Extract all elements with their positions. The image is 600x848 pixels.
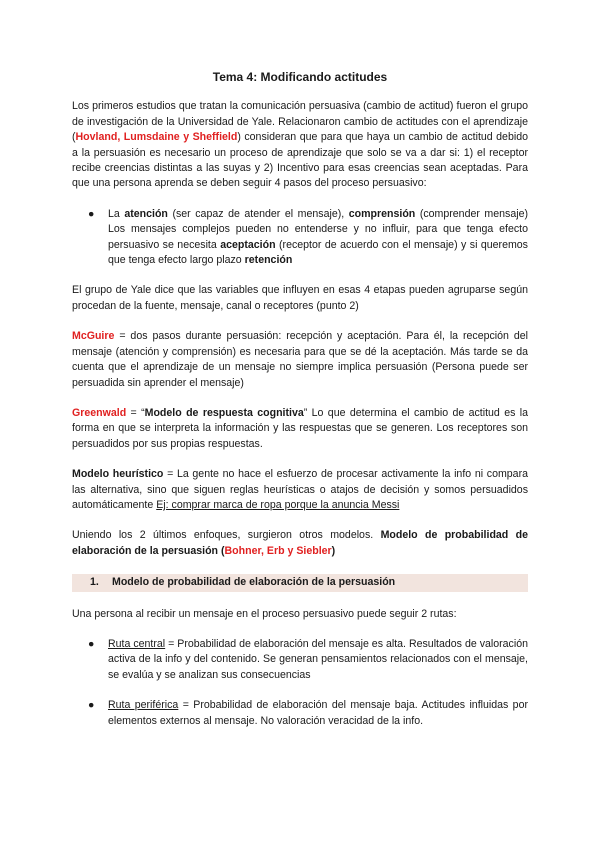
paragraph-yale-studies: Los primeros estudios que tratan la comunicación persuasiva (cambio de actitud) fueron el grupo de investigación de la Universidad de Yale. Relacionaron cambio de actitudes con el aprendizaje (Hovland, Lumsdaine y Sheffield) consideran que para que haya un cambio de actitud debido a la persuasión es necesario un proceso de aprendizaje que solo se va a dar si: 1) el receptor recibe creencias distintas a las suyas y 2) Incentivo para esas creencias sean aceptadas. Para que una persona aprenda se deben seguir 4 pasos del proceso persuasivo:	[72, 100, 528, 190]
bullet-icon: ●	[88, 207, 95, 220]
paragraph-routes-intro: Una persona al recibir un mensaje en el proceso persuasivo puede seguir 2 rutas:	[72, 607, 457, 620]
bullet-icon: ●	[88, 637, 95, 650]
authors-hovland: Hovland, Lumsdaine y Sheffield	[75, 131, 238, 144]
routes-list-peripheral	[72, 698, 528, 729]
paragraph-elaboration-intro: Uniendo los 2 últimos enfoques, surgieron otros modelos. Modelo de probabilidad de elaboración de la persuasión (Bohner, Erb y Siebler)	[72, 529, 528, 557]
route-central-label: Ruta central	[108, 637, 166, 650]
example-text: Ej: comprar marca de ropa porque la anuncia Messi	[156, 498, 400, 511]
routes-list	[72, 637, 528, 683]
paragraph-yale-variables: El grupo de Yale dice que las variables que influyen en esas 4 etapas pueden agruparse según procedan de la fuente, mensaje, canal o receptores (punto 2)	[72, 284, 528, 312]
list-item: ● La atención (ser capaz de atender el mensaje), comprensión (comprender mensaje) Los mensajes complejos pueden no entenderse y no influir, para que tenga efecto persuasivo se necesita aceptación (receptor de acuerdo con el mensaje) y si queremos que tenga efecto largo plazo retención	[88, 207, 529, 267]
author-mcguire: McGuire	[72, 330, 115, 343]
document-title: Tema 4: Modificando actitudes	[212, 70, 388, 84]
section-heading: 1. Modelo de probabilidad de elaboración de la persuasión	[72, 574, 528, 591]
route-peripheral-label: Ruta periférica	[108, 699, 179, 712]
authors-bohner: Bohner, Erb y Siebler	[224, 544, 332, 557]
author-greenwald: Greenwald	[72, 406, 127, 419]
paragraph-mcguire: McGuire = dos pasos durante persuasión: recepción y aceptación. Para él, la recepción del mensaje (atención y comprensión) es necesaria para que se dé la aceptación. Más tarde se da cuenta que el aprendizaje de un mensaje no siempre implica persuasión (Persona puede ser persuadida sin aprender el mensaje)	[72, 330, 528, 389]
list-item: ● Ruta central = Probabilidad de elaboración del mensaje es alta. Resultados de valoración activa de la info y del contenido. Se generan pensamientos relacionados con el mensaje, se evalúa y se analizan sus consecuencias	[88, 637, 528, 681]
bullet-icon: ●	[88, 699, 95, 712]
paragraph-heuristic-model: Modelo heurístico = La gente no hace el esfuerzo de procesar activamente la info ni compara las alternativa, sino que siguen reglas heurísticas o atajos de decisión y somos persuadidos automáticamente Ej: comprar marca de ropa porque la anuncia Messi	[72, 468, 528, 511]
list-item: ● Ruta periférica = Probabilidad de elaboración del mensaje baja. Actitudes influidas por elementos externos al mensaje. No valoración veracidad de la info.	[88, 699, 528, 727]
paragraph-greenwald: Greenwald = “Modelo de respuesta cognitiva” Lo que determina el cambio de actitud es la forma en que se interpreta la información y las respuestas que se generen. Los receptores son persuadidos por sus propias respuestas.	[72, 406, 528, 450]
steps-list	[72, 207, 528, 269]
